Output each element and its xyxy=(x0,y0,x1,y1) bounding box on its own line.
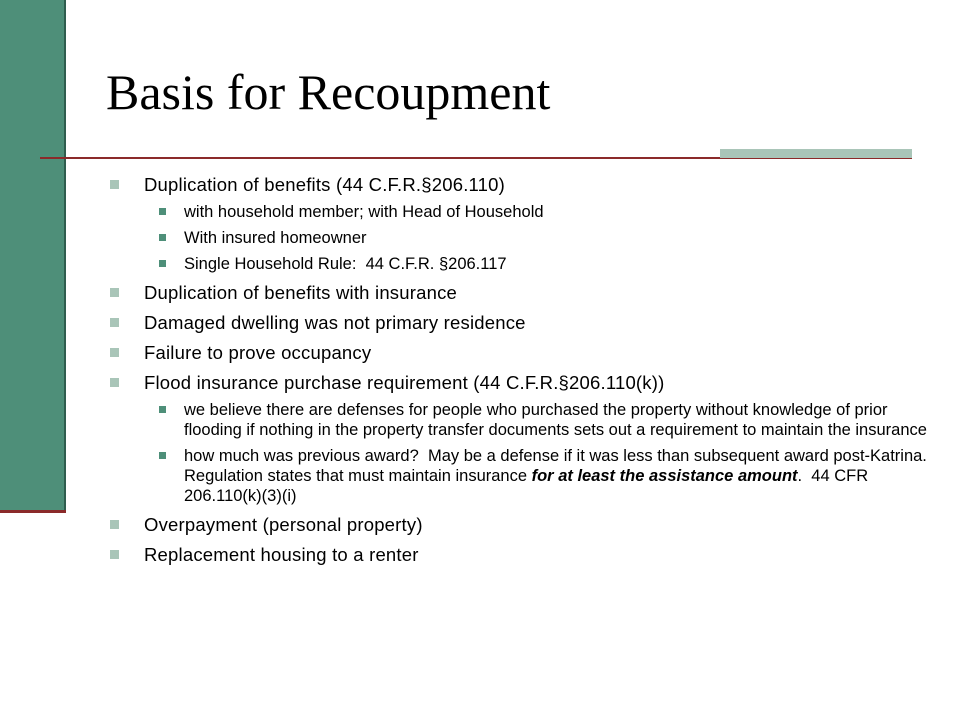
left-decorative-band xyxy=(0,0,64,512)
square-bullet-icon xyxy=(110,288,119,297)
title-accent-block xyxy=(720,149,912,158)
bullet-item xyxy=(108,310,928,335)
bullet-item xyxy=(108,542,928,567)
square-bullet-icon xyxy=(110,180,119,189)
square-bullet-icon xyxy=(159,234,166,241)
sub-bullet-item xyxy=(108,254,928,274)
square-bullet-icon xyxy=(110,520,119,529)
bullet-text: Replacement housing to a renter xyxy=(144,544,419,565)
sub-bullet-item xyxy=(108,228,928,248)
sub-bullet-text: Single Household Rule: 44 C.F.R. §206.117 xyxy=(184,255,507,273)
bullet-item xyxy=(108,340,928,365)
sub-bullet-item xyxy=(108,202,928,222)
sub-bullet-item xyxy=(108,400,928,440)
square-bullet-icon xyxy=(159,260,166,267)
bullet-item xyxy=(108,280,928,305)
bullet-text: Failure to prove occupancy xyxy=(144,342,372,363)
bullet-text: Flood insurance purchase requirement (44 C.F.R.§206.110(k)) xyxy=(144,372,665,393)
sub-bullet-text-after: . 44 CFR 206.110(k)(3)(i) xyxy=(184,467,873,505)
bullet-text: Duplication of benefits (44 C.F.R.§206.110) xyxy=(144,174,505,195)
left-band-bottom-rule xyxy=(0,510,66,513)
sub-bullet-text: With insured homeowner xyxy=(184,229,367,247)
square-bullet-icon xyxy=(110,550,119,559)
slide-title: Basis for Recoupment xyxy=(106,64,551,120)
sub-bullet-emphasis: for at least the assistance amount xyxy=(531,467,798,485)
square-bullet-icon xyxy=(110,378,119,387)
bullet-item xyxy=(108,370,928,395)
sub-bullet-text: we believe there are defenses for people who purchased the property without knowledge of prior flooding if nothing in the property transfer documents sets out a requirement to maintain the insurance xyxy=(184,401,927,439)
bullet-item xyxy=(108,172,928,197)
left-band-edge xyxy=(64,0,66,512)
bullet-text: Overpayment (personal property) xyxy=(144,514,423,535)
square-bullet-icon xyxy=(110,348,119,357)
bullet-text: Duplication of benefits with insurance xyxy=(144,282,458,303)
sub-bullet-item xyxy=(108,446,937,506)
square-bullet-icon xyxy=(159,452,166,459)
sub-bullet-text-before: how much was previous award? May be a defense if it was less than subsequent award post-Katrina. Regulation states that must maintain insurance xyxy=(184,447,937,485)
bullet-item xyxy=(108,512,928,537)
slide-body xyxy=(108,172,937,572)
bullet-text: Damaged dwelling was not primary residence xyxy=(144,312,526,333)
square-bullet-icon xyxy=(159,406,166,413)
square-bullet-icon xyxy=(159,208,166,215)
square-bullet-icon xyxy=(110,318,119,327)
sub-bullet-text: with household member; with Head of Household xyxy=(184,203,544,221)
